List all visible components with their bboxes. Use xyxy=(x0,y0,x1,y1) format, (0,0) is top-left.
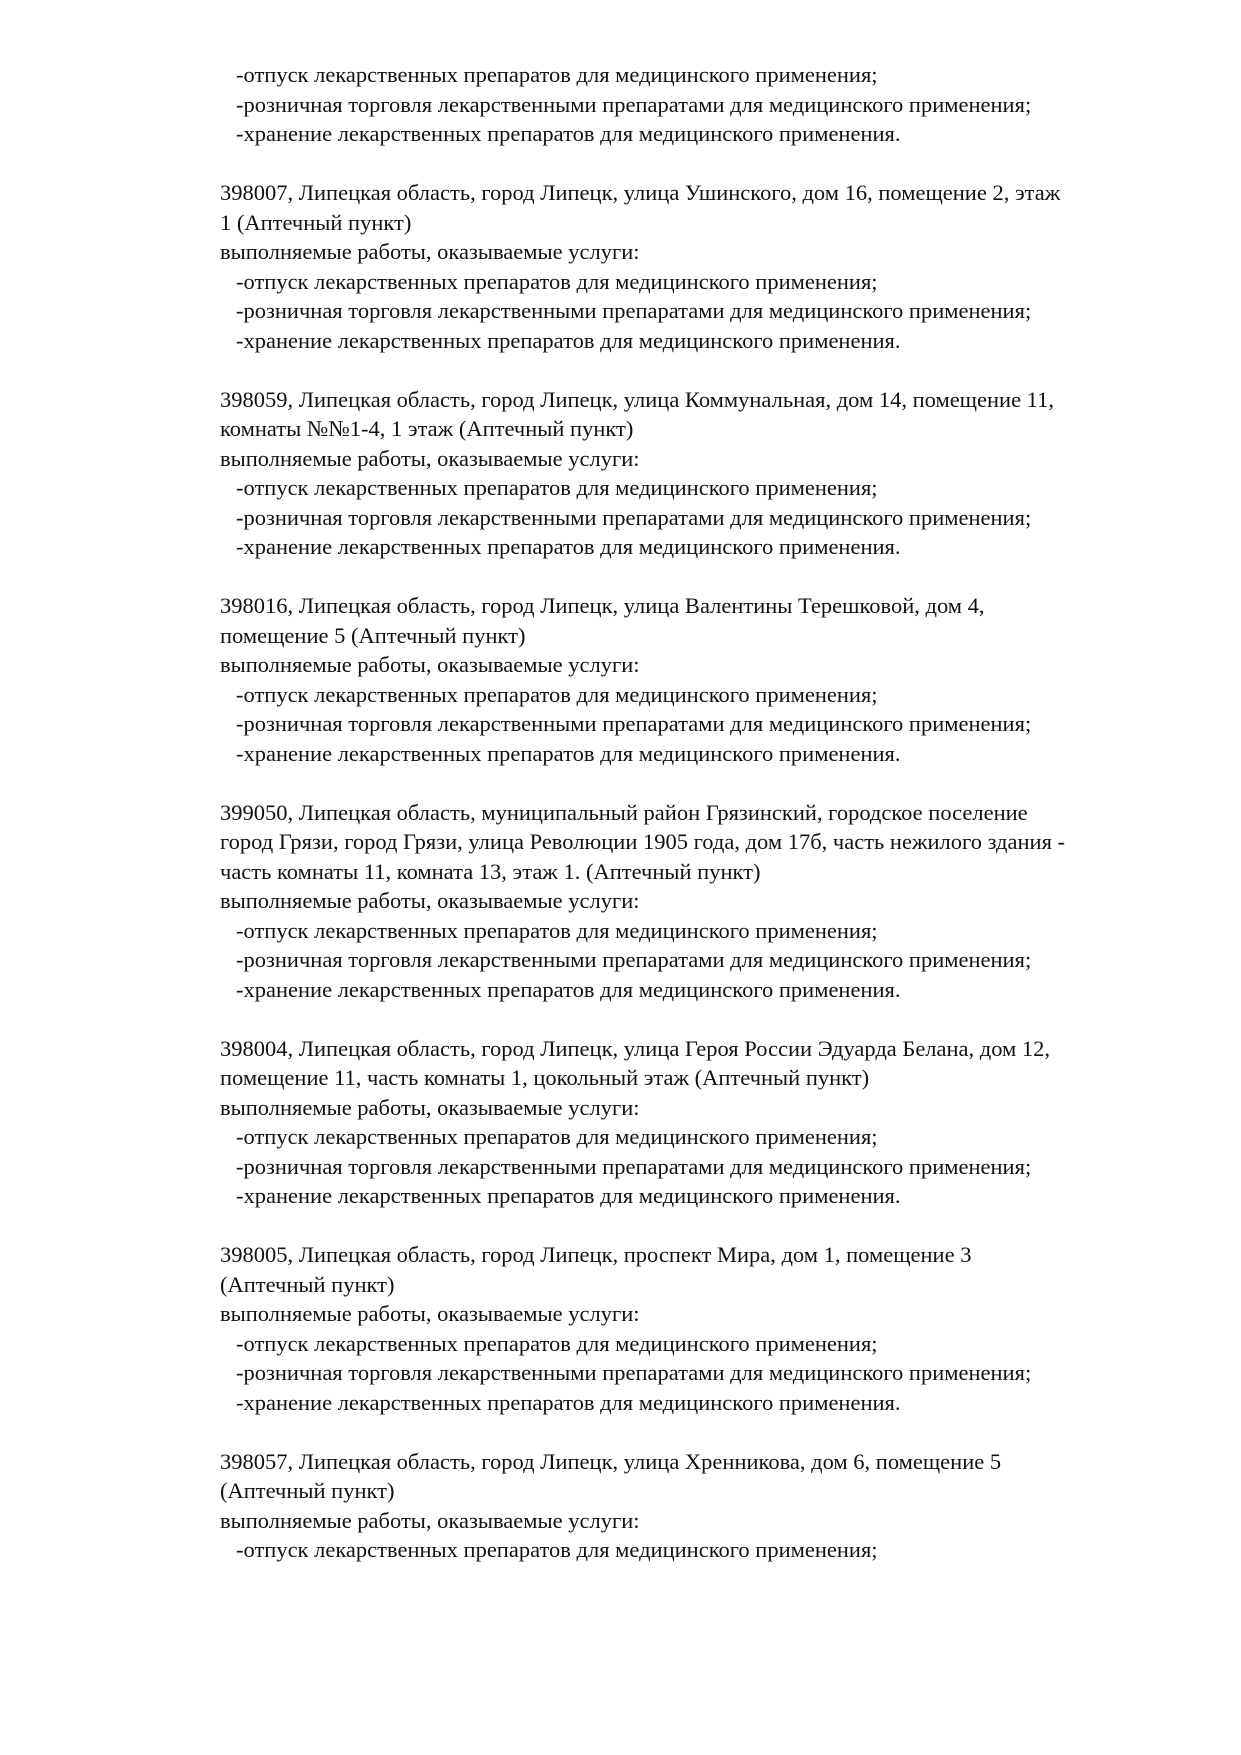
address-line: 398007, Липецкая область, город Липецк, улица Ушинского, дом 16, помещение 2, этаж xyxy=(220,180,1061,205)
service-item: -отпуск лекарственных препаратов для медицинского применения; xyxy=(236,1537,878,1562)
address-line: помещение 11, часть комнаты 1, цокольный этаж (Аптечный пункт) xyxy=(220,1065,870,1090)
service-item: -розничная торговля лекарственными препаратами для медицинского применения; xyxy=(236,1153,1032,1179)
service-item: -хранение лекарственных препаратов для медицинского применения. xyxy=(236,740,901,766)
service-item: -хранение лекарственных препаратов для медицинского применения. xyxy=(236,1389,901,1415)
document-page xyxy=(220,60,1180,1565)
address-line: (Аптечный пункт) xyxy=(220,1271,395,1297)
service-item: -хранение лекарственных препаратов для медицинского применения. xyxy=(236,1183,901,1208)
service-item: -отпуск лекарственных препаратов для медицинского применения; xyxy=(236,475,878,500)
address-line: 398005, Липецкая область, город Липецк, проспект Мира, дом 1, помещение 3 xyxy=(220,1242,972,1267)
address-line: 399050, Липецкая область, муниципальный район Грязинский, городское поселение xyxy=(220,799,1028,825)
service-item: -отпуск лекарственных препаратов для медицинского применения; xyxy=(236,62,878,87)
service-item: -хранение лекарственных препаратов для медицинского применения. xyxy=(236,121,901,146)
pharmacy-section-belana xyxy=(220,1034,1180,1211)
service-item: -хранение лекарственных препаратов для медицинского применения. xyxy=(236,976,901,1002)
service-item: -розничная торговля лекарственными препаратами для медицинского применения; xyxy=(236,504,1032,530)
service-item: -розничная торговля лекарственными препаратами для медицинского применения; xyxy=(236,91,1032,117)
service-item: -розничная торговля лекарственными препаратами для медицинского применения; xyxy=(236,298,1032,323)
address-line: 398016, Липецкая область, город Липецк, улица Валентины Терешковой, дом 4, xyxy=(220,593,985,618)
service-item: -отпуск лекарственных препаратов для медицинского применения; xyxy=(236,1330,878,1356)
address-line: (Аптечный пункт) xyxy=(220,1478,395,1503)
service-item: -хранение лекарственных препаратов для медицинского применения. xyxy=(236,534,901,559)
address-line: 398059, Липецкая область, город Липецк, улица Коммунальная, дом 14, помещение 11, xyxy=(220,386,1054,412)
services-label: выполняемые работы, оказываемые услуги: xyxy=(220,1507,640,1533)
address-line: 398004, Липецкая область, город Липецк, улица Героя России Эдуарда Белана, дом 12, xyxy=(220,1035,1051,1061)
service-item: -отпуск лекарственных препаратов для медицинского применения; xyxy=(236,917,878,943)
address-line: помещение 5 (Аптечный пункт) xyxy=(220,622,526,648)
pharmacy-section-tereshkovoy xyxy=(220,591,1180,768)
services-label: выполняемые работы, оказываемые услуги: xyxy=(220,652,640,677)
services-label: выполняемые работы, оказываемые услуги: xyxy=(220,445,640,471)
address-line: часть комнаты 11, комната 13, этаж 1. (Аптечный пункт) xyxy=(220,858,761,884)
service-item: -хранение лекарственных препаратов для медицинского применения. xyxy=(236,327,901,353)
address-line: 398057, Липецкая область, город Липецк, улица Хренникова, дом 6, помещение 5 xyxy=(220,1448,1002,1474)
service-item: -отпуск лекарственных препаратов для медицинского применения; xyxy=(236,268,878,294)
intro-service-list xyxy=(220,60,1180,149)
services-label: выполняемые работы, оказываемые услуги: xyxy=(220,888,640,913)
service-item: -отпуск лекарственных препаратов для медицинского применения; xyxy=(236,1124,878,1149)
pharmacy-section-mira xyxy=(220,1240,1180,1417)
services-label: выполняемые работы, оказываемые услуги: xyxy=(220,1094,640,1120)
pharmacy-section-kommunalnaya xyxy=(220,385,1180,562)
service-item: -розничная торговля лекарственными препаратами для медицинского применения; xyxy=(236,711,1032,736)
service-item: -отпуск лекарственных препаратов для медицинского применения; xyxy=(236,681,878,707)
pharmacy-section-khrennikova xyxy=(220,1447,1180,1565)
service-item: -розничная торговля лекарственными препаратами для медицинского применения; xyxy=(236,1360,1032,1385)
services-label: выполняемые работы, оказываемые услуги: xyxy=(220,239,640,264)
address-line: город Грязи, город Грязи, улица Революции 1905 года, дом 17б, часть нежилого здания - xyxy=(220,829,1066,854)
pharmacy-section-gryazi xyxy=(220,798,1180,1005)
address-line: 1 (Аптечный пункт) xyxy=(220,209,412,235)
pharmacy-section-ushinskogo xyxy=(220,178,1180,355)
services-label: выполняемые работы, оказываемые услуги: xyxy=(220,1301,640,1326)
address-line: комнаты №№1-4, 1 этаж (Аптечный пункт) xyxy=(220,416,634,441)
service-item: -розничная торговля лекарственными препаратами для медицинского применения; xyxy=(236,947,1032,972)
